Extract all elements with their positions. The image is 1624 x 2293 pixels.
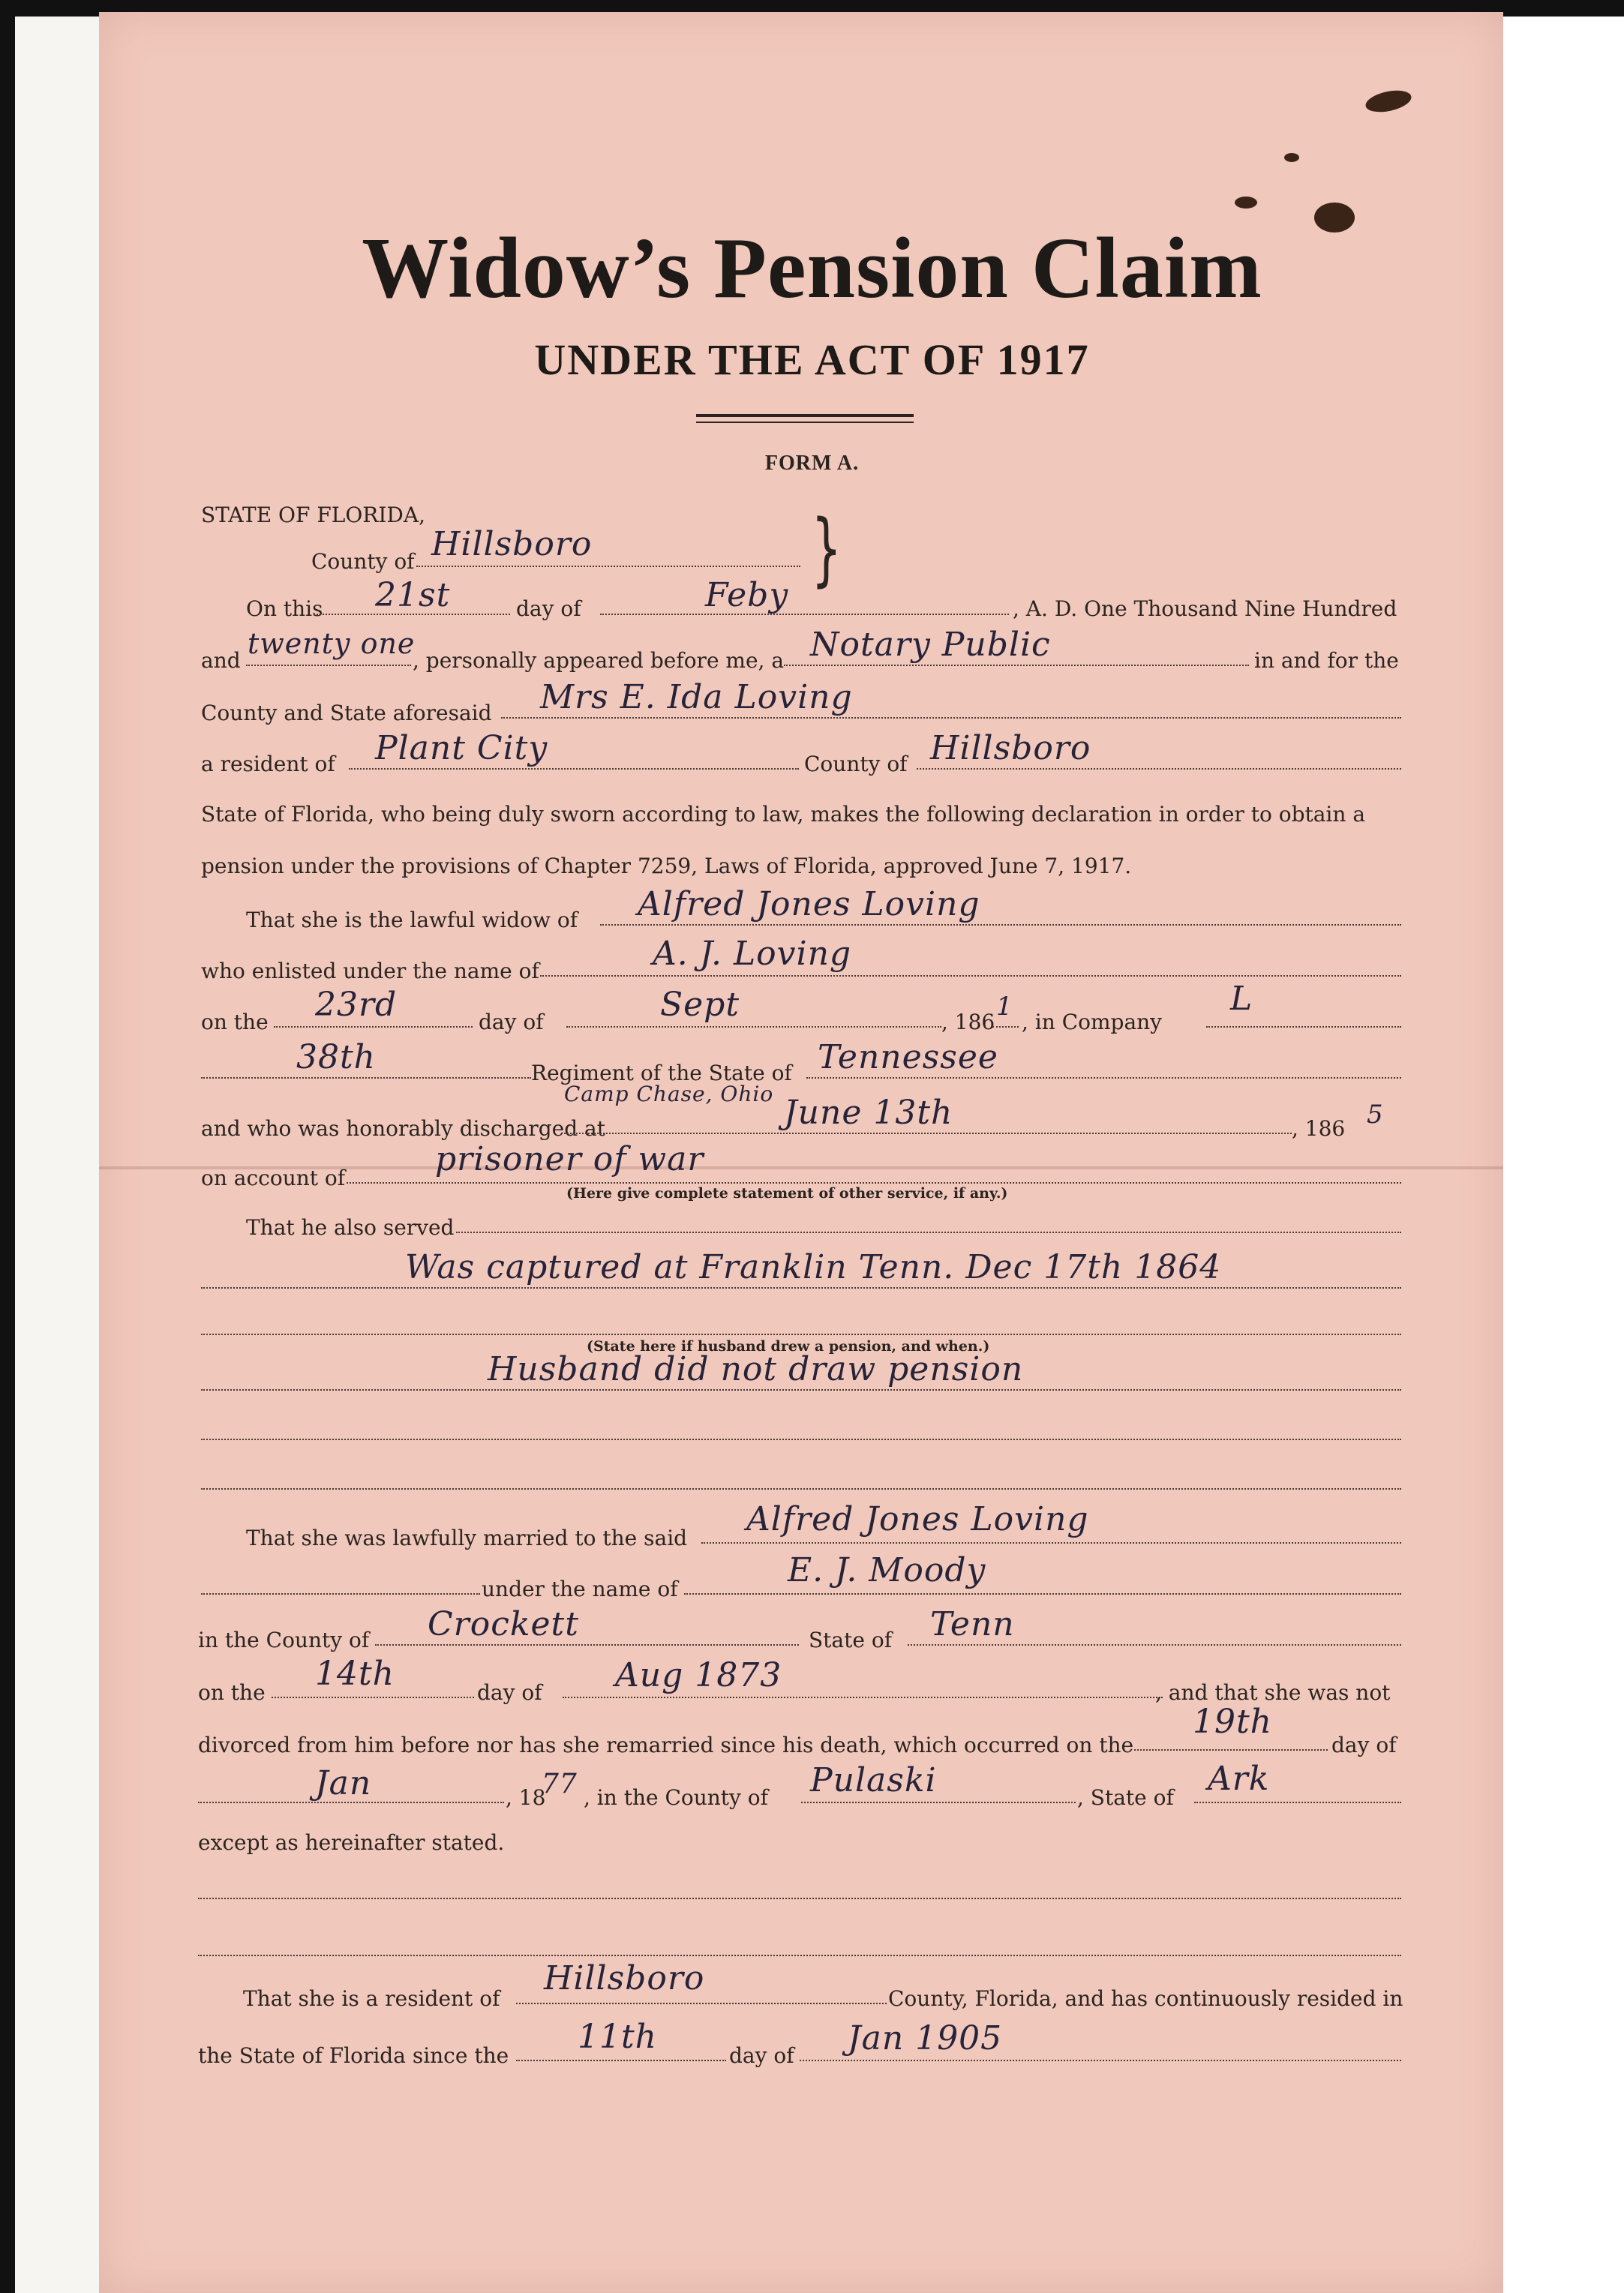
title-rule	[696, 414, 914, 417]
officer-handwritten: Notary Public	[810, 626, 1051, 664]
regiment-line	[201, 1077, 531, 1079]
residence-county-line	[917, 768, 1401, 770]
day-of-label-2: day of	[479, 1010, 544, 1034]
title-rule	[696, 422, 914, 423]
since-month-handwritten: Jan 1905	[848, 2019, 1003, 2057]
company-line	[1206, 1026, 1401, 1028]
discharged-label: and who was honorably discharged at	[201, 1116, 605, 1141]
here-give-note: (Here give complete statement of other service, if any.)	[566, 1185, 1008, 1202]
lawfully-married-label: That she was lawfully married to the said	[246, 1526, 688, 1550]
month-line	[600, 614, 1009, 615]
discharge-line	[564, 1133, 1292, 1134]
enlisted-name-line	[540, 975, 1401, 977]
year-line	[246, 665, 411, 666]
on-this-label: On this	[246, 596, 323, 621]
regiment-handwritten: 38th	[296, 1038, 377, 1076]
ad-label: , A. D. One Thousand Nine Hundred	[1013, 596, 1397, 621]
county-handwritten: Hillsboro	[431, 525, 593, 563]
death-county-line	[801, 1802, 1076, 1803]
declaration-text: State of Florida, who being duly sworn according to law, makes the following declaration in order to obtain a	[201, 802, 1366, 827]
death-year-handwritten: 77	[542, 1769, 578, 1799]
and-label: and	[201, 648, 241, 673]
pension-provisions-text: pension under the provisions of Chapter 7259, Laws of Florida, approved June 7, 1917.	[201, 854, 1132, 878]
brace: }	[811, 503, 842, 595]
discharge-place-handwritten: Camp Chase, Ohio	[564, 1082, 774, 1106]
blank-line	[198, 1898, 1401, 1899]
reason-handwritten: prisoner of war	[435, 1140, 704, 1178]
form-subtitle: UNDER THE ACT OF 1917	[534, 335, 1090, 384]
state-of-florida-label: STATE OF FLORIDA,	[201, 503, 426, 527]
state-here-note: (State here if husband drew a pension, and when.)	[587, 1338, 990, 1355]
since-the-label: the State of Florida since the	[198, 2043, 509, 2068]
enlist-year-line	[992, 1026, 1019, 1028]
year-186-label: , 186	[941, 1010, 995, 1034]
under-name-label: under the name of	[482, 1577, 678, 1601]
discharge-year-handwritten: 5	[1367, 1100, 1384, 1130]
death-county-label: , in the County of	[584, 1785, 768, 1810]
marriage-date-handwritten: Aug 1873	[615, 1656, 782, 1694]
county-florida-label: County, Florida, and has continuously resided in	[888, 1986, 1403, 2011]
service-line	[201, 1287, 1401, 1289]
day-handwritten: 21st	[375, 576, 451, 614]
year-18-label: , 18	[506, 1785, 546, 1810]
reason-line	[347, 1182, 1401, 1184]
death-state-label: , State of	[1077, 1785, 1174, 1810]
regiment-label: Regiment of the State of	[531, 1061, 792, 1085]
enlist-month-line	[566, 1026, 941, 1028]
day-of-label-3: day of	[477, 1680, 542, 1705]
marriage-month-line	[563, 1697, 1163, 1698]
year-handwritten: twenty one	[248, 627, 416, 660]
on-the-label-2: on the	[198, 1680, 266, 1705]
form-title: Widow’s Pension Claim	[362, 221, 1262, 317]
death-county-handwritten: Pulaski	[810, 1761, 937, 1799]
maiden-name-line	[684, 1593, 1401, 1595]
company-label: , in Company	[1022, 1010, 1162, 1034]
since-day-line	[516, 2060, 726, 2061]
enlisted-under-label: who enlisted under the name of	[201, 959, 539, 983]
on-the-label: on the	[201, 1010, 269, 1034]
marriage-county-label: in the County of	[198, 1628, 370, 1652]
husband-line	[600, 924, 1401, 926]
aforesaid-label: County and State aforesaid	[201, 701, 492, 725]
regiment-state-handwritten: Tennessee	[818, 1038, 998, 1076]
regiment-state-line	[806, 1077, 1401, 1079]
officer-line	[784, 665, 1249, 666]
resident-of-label: a resident of	[201, 752, 335, 776]
claimant-line	[501, 717, 1401, 719]
marriage-day-handwritten: 14th	[315, 1655, 395, 1693]
residence-county-handwritten: Hillsboro	[930, 729, 1091, 767]
enlisted-name-handwritten: A. J. Loving	[653, 935, 852, 973]
fl-county-line	[516, 2003, 887, 2004]
also-served-label: That he also served	[246, 1215, 455, 1240]
city-line	[349, 768, 799, 770]
under-name-lead-line	[201, 1593, 480, 1595]
marriage-county-line	[375, 1644, 799, 1646]
day-of-label-4: day of	[1331, 1733, 1397, 1757]
form-label: FORM A.	[764, 452, 860, 475]
enlist-day-line	[274, 1026, 473, 1028]
blank-line	[201, 1439, 1401, 1440]
marriage-state-label: State of	[809, 1628, 893, 1652]
marriage-state-line	[908, 1644, 1401, 1646]
county-label: County of	[311, 549, 415, 574]
marriage-county-handwritten: Crockett	[428, 1605, 579, 1643]
enlist-year-handwritten: 1	[996, 992, 1013, 1022]
divorced-text: divorced from him before nor has she remarried since his death, which occurred on the	[198, 1733, 1134, 1757]
discharge-date-handwritten: June 13th	[784, 1094, 953, 1132]
death-day-handwritten: 19th	[1193, 1703, 1273, 1741]
blank-line	[201, 1334, 1401, 1335]
year-186-label-2: , 186	[1292, 1116, 1346, 1141]
not-divorced-label: , and that she was not	[1155, 1680, 1391, 1705]
in-and-for-label: in and for the	[1254, 648, 1399, 673]
since-day-handwritten: 11th	[578, 2018, 658, 2056]
death-state-line	[1194, 1802, 1401, 1803]
also-served-line	[456, 1232, 1401, 1233]
marriage-day-line	[272, 1697, 474, 1698]
claimant-handwritten: Mrs E. Ida Loving	[540, 678, 853, 716]
lawful-widow-label: That she is the lawful widow of	[246, 908, 578, 932]
enlist-day-handwritten: 23rd	[315, 986, 398, 1024]
enlist-month-handwritten: Sept	[660, 986, 740, 1024]
blank-line	[198, 1955, 1401, 1956]
county-line	[416, 566, 800, 567]
blank-line	[201, 1488, 1401, 1490]
company-handwritten: L	[1230, 980, 1253, 1018]
married-to-handwritten: Alfred Jones Loving	[746, 1500, 1089, 1538]
month-handwritten: Feby	[705, 576, 789, 614]
city-handwritten: Plant City	[375, 729, 548, 767]
ink-stain	[1235, 197, 1257, 209]
maiden-name-handwritten: E. J. Moody	[788, 1551, 986, 1589]
county-of-label-2: County of	[804, 752, 908, 776]
resident-label: That she is a resident of	[243, 1986, 500, 2011]
death-state-handwritten: Ark	[1208, 1760, 1270, 1798]
ink-stain	[1284, 153, 1299, 162]
married-to-line	[701, 1542, 1401, 1544]
on-account-label: on account of	[201, 1166, 346, 1190]
day-of-label-5: day of	[729, 2043, 794, 2068]
service-handwritten: Was captured at Franklin Tenn. Dec 17th 1864	[405, 1248, 1222, 1286]
death-day-line	[1134, 1749, 1328, 1751]
pension-line	[201, 1389, 1401, 1391]
day-of-label: day of	[516, 596, 581, 621]
since-month-line	[800, 2060, 1401, 2061]
except-stated-text: except as hereinafter stated.	[198, 1830, 505, 1855]
husband-handwritten: Alfred Jones Loving	[638, 885, 980, 923]
pension-handwritten: Husband did not draw pension	[488, 1350, 1024, 1388]
fl-county-handwritten: Hillsboro	[544, 1959, 705, 1997]
marriage-state-handwritten: Tenn	[930, 1605, 1015, 1643]
personally-appeared-label: , personally appeared before me, a	[413, 648, 785, 673]
death-month-handwritten: Jan	[315, 1764, 372, 1802]
